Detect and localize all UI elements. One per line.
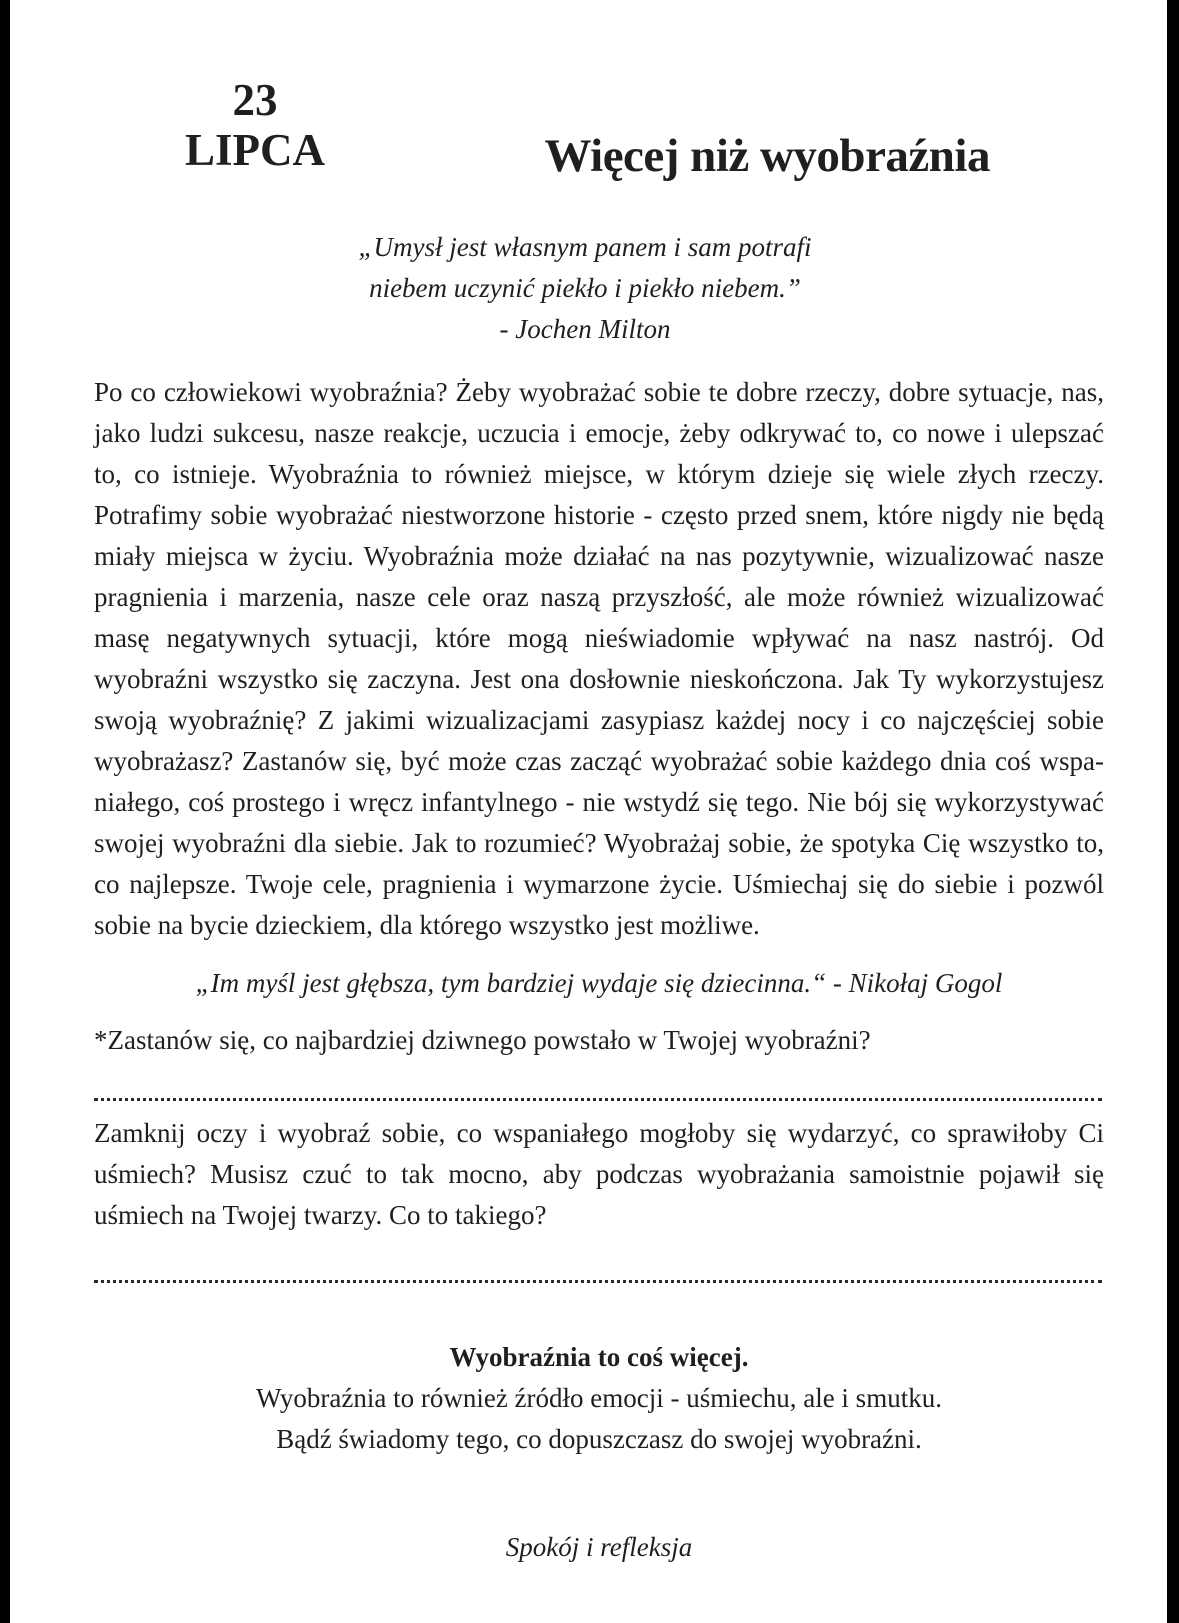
footer-label: Spokój i refleksja — [505, 1532, 693, 1562]
date-month: LIPCA — [184, 125, 325, 175]
exercise-question-1: *Zastanów się, co najbardziej dziwnego powstało w Twojej wyobraźni? — [94, 1025, 871, 1055]
answer-line-1 — [94, 1098, 1102, 1101]
summary-line-2: Bądź świadomy tego, co dopuszczasz do swojej wyobraźni. — [276, 1424, 922, 1454]
summary-line-1: Wyobraźnia to również źródło emocji - uśmiechu, ale i smutku. — [256, 1383, 942, 1413]
epigraph-author: - Jochen Milton — [499, 314, 671, 344]
date-block — [175, 75, 335, 175]
epigraph — [210, 227, 960, 350]
epigraph-line-1: „Umysł jest własnym panem i sam potrafi — [358, 232, 812, 262]
date-day: 23 — [232, 75, 278, 125]
page — [10, 0, 1167, 1623]
summary-heading: Wyobraźnia to coś więcej. — [449, 1342, 749, 1372]
body-paragraph: Po co człowiekowi wyobraźnia? Żeby wyobrażać sobie te dobre rzeczy, dobre sytuacje, nas, jako ludzi sukcesu, nasze reakcje, uczucia i emocje, żeby odkrywać to, co nowe i ulepszać to, co istnieje. Wyobraźnia to również miejsce, w którym dzieje się wiele złych rzeczy. Potrafimy sobie wyobrażać niestworzone historie - często przed snem, które nigdy nie będą miały miejsca w życiu. Wyobraźnia może działać na nas pozytywnie, wizualizować nasze pragnienia i marzenia, nasze cele oraz naszą przyszłość, ale może również wizualizować masę negatywnych sytuacji, które mogą nieświadomie wpływać na nasz nastrój. Od wyobraźni wszystko się zaczyna. Jest ona dosłownie nieskończona. Jak Ty wykorzystujesz swoją wyobraźnię? Z jakimi wizualizacjami zasypiasz każdej nocy i co najczęściej sobie wyobrażasz? Zastanów się, być może czas zacząć wyobrażać sobie każdego dnia coś wspaniałego, coś prostego i wręcz infantylnego - nie wstydź się tego. Nie bój się wykorzystywać swojej wyobraźni dla siebie. Jak to rozumieć? Wyobrażaj sobie, że spotyka Cię wszystko to, co najlepsze. Twoje cele, pragnienia i wymarzone życie. Uśmiechaj się do siebie i pozwól sobie na bycie dzieckiem, dla którego wszystko jest możliwe. — [94, 377, 1104, 940]
summary-block — [94, 1337, 1104, 1460]
epigraph-line-2: niebem uczynić piekło i piekło niebem.” — [369, 273, 801, 303]
answer-line-2 — [94, 1280, 1102, 1283]
gogol-quote: „Im myśl jest głębsza, tym bardziej wydaje się dziecinna.“ - Nikołaj Gogol — [195, 968, 1003, 998]
page-title: Więcej niż wyobraźnia — [544, 130, 990, 182]
exercise-question-2: Zamknij oczy i wyobraź sobie, co wspaniałego mogłoby się wydarzyć, co sprawiłoby Ci uśmiech? Musisz czuć to tak mocno, aby podczas wyobrażania samoistnie pojawił się uśmiech na Twojej twarzy. Co to takiego? — [94, 1118, 1104, 1230]
